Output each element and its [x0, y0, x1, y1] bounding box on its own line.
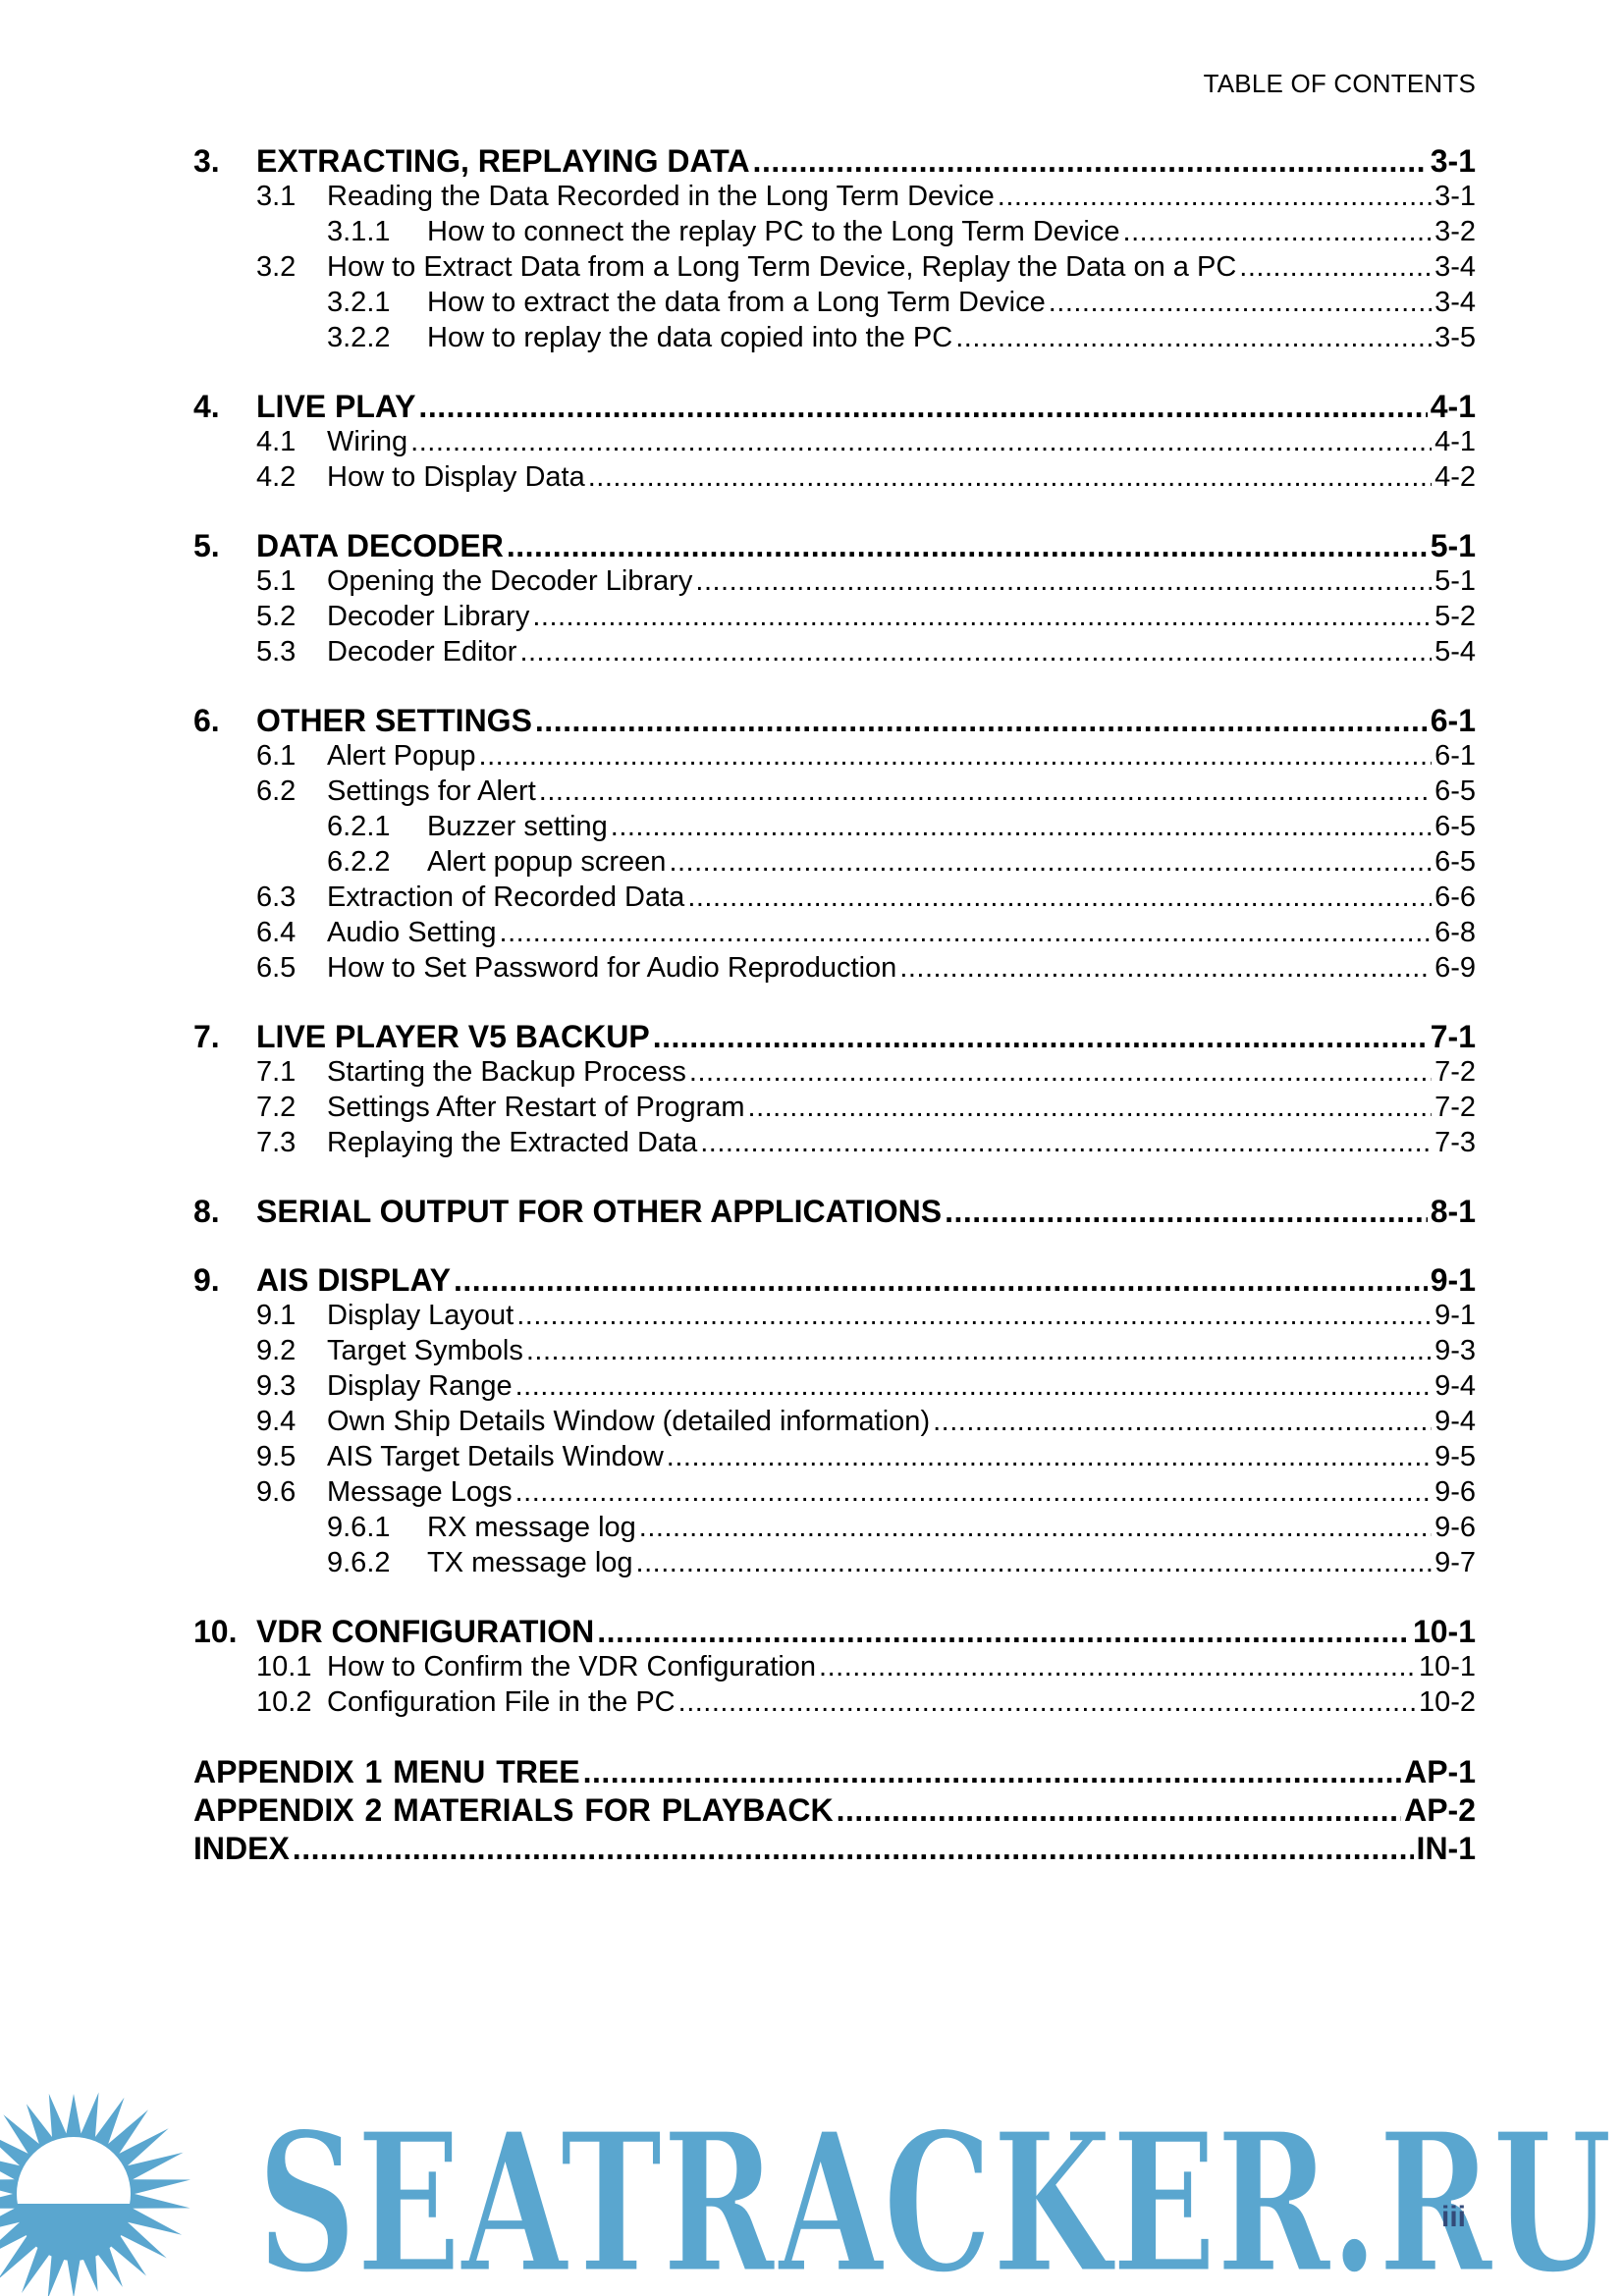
toc-entry-page: 9-1	[1434, 1300, 1476, 1331]
toc-entry-number: 6.	[193, 703, 220, 738]
toc-entry-page: 6-1	[1434, 740, 1476, 772]
dot-leader	[700, 1125, 1432, 1160]
toc-entry-number: 4.2	[256, 461, 297, 493]
toc-entry-title: AIS DISPLAY	[256, 1262, 451, 1298]
toc-subsection[interactable]	[193, 214, 1476, 249]
toc-section[interactable]	[193, 179, 1476, 214]
dot-leader	[293, 1830, 1414, 1868]
toc-section[interactable]	[193, 1125, 1476, 1160]
dot-leader	[1123, 214, 1433, 249]
dot-leader	[687, 880, 1432, 915]
toc-entry-page: 3-4	[1434, 287, 1476, 318]
toc-entry-number: 3.2.1	[327, 287, 391, 318]
dot-leader	[933, 1404, 1432, 1439]
toc-entry-number: 9.6	[256, 1476, 297, 1508]
toc-entry-number: 7.	[193, 1019, 220, 1054]
toc-entry-number: 3.2	[256, 251, 297, 283]
toc-entry-page: 3-5	[1434, 322, 1476, 353]
toc-entry-number: 9.4	[256, 1406, 297, 1437]
toc-entry-title: Configuration File in the PC	[327, 1686, 676, 1718]
dot-leader	[418, 389, 1427, 424]
toc-entry-title: Settings for Alert	[327, 775, 536, 807]
watermark-text: SEATRACKER.RU	[257, 2091, 1612, 2296]
toc-entry-number: 5.1	[256, 565, 297, 597]
toc-spacer	[193, 1580, 1476, 1614]
toc-spacer	[193, 495, 1476, 528]
dot-leader	[837, 1791, 1401, 1830]
dot-leader	[519, 634, 1432, 669]
toc-entry-page: 10-1	[1412, 1614, 1476, 1649]
toc-entry-number: 10.2	[256, 1686, 312, 1718]
toc-entry-title: Replaying the Extracted Data	[327, 1127, 698, 1158]
toc-chapter[interactable]	[193, 1614, 1476, 1649]
toc-subsection[interactable]	[193, 1510, 1476, 1545]
toc-entry-page: 5-1	[1430, 528, 1476, 563]
toc-entry-title: DATA DECODER	[256, 528, 504, 563]
toc-entry-number: 5.2	[256, 601, 297, 632]
toc-entry-page: 9-7	[1434, 1547, 1476, 1578]
dot-leader	[539, 774, 1432, 809]
toc-section[interactable]	[193, 459, 1476, 495]
toc-entry-number: 9.	[193, 1262, 220, 1298]
toc-entry-page: AP-2	[1404, 1792, 1476, 1828]
toc-subsection[interactable]	[193, 285, 1476, 320]
dot-leader	[753, 143, 1428, 179]
toc-entry-number: 10.	[193, 1614, 238, 1649]
toc-entry-page: 3-1	[1430, 143, 1476, 179]
dot-leader	[945, 1194, 1428, 1229]
toc-entry-title: How to connect the replay PC to the Long Term Device	[427, 216, 1120, 247]
dot-leader	[588, 459, 1432, 495]
toc-spacer	[193, 669, 1476, 703]
toc-entry-title: Opening the Decoder Library	[327, 565, 693, 597]
toc-entry-page: 4-1	[1434, 426, 1476, 457]
dot-leader	[516, 1298, 1432, 1333]
toc-entry-number: 7.1	[256, 1056, 297, 1088]
toc-section[interactable]	[193, 1404, 1476, 1439]
toc-entry-page: 5-1	[1434, 565, 1476, 597]
toc-subsection[interactable]	[193, 1545, 1476, 1580]
toc-entry-number: 9.6.2	[327, 1547, 391, 1578]
toc-section[interactable]	[193, 634, 1476, 669]
toc-entry-title: EXTRACTING, REPLAYING DATA	[256, 143, 750, 179]
toc-entry-page: 4-2	[1434, 461, 1476, 493]
sun-logo-icon	[0, 2093, 190, 2296]
toc-entry-number: 6.4	[256, 917, 297, 948]
dot-leader	[899, 950, 1432, 986]
dot-leader	[678, 1684, 1416, 1720]
toc-entry-page: 9-6	[1434, 1512, 1476, 1543]
toc-entry-page: 9-4	[1434, 1406, 1476, 1437]
toc-entry-title: Wiring	[327, 426, 408, 457]
toc-entry-title: How to Set Password for Audio Reproduction	[327, 952, 897, 984]
toc-entry-page: 6-8	[1434, 917, 1476, 948]
toc-entry-number: 6.3	[256, 881, 297, 913]
dot-leader	[410, 424, 1432, 459]
toc-entry-number: 6.2	[256, 775, 297, 807]
dot-leader	[653, 1019, 1428, 1054]
toc-entry-number: 3.	[193, 143, 220, 179]
toc-entry-page: IN-1	[1416, 1831, 1476, 1866]
toc-entry-page: 5-2	[1434, 601, 1476, 632]
toc-entry-number: 4.	[193, 389, 220, 424]
dot-leader	[507, 528, 1428, 563]
toc-section[interactable]	[193, 1054, 1476, 1090]
toc-entry-page: 6-9	[1434, 952, 1476, 984]
toc-entry-title: APPENDIX 1 MENU TREE	[193, 1754, 580, 1789]
dot-leader	[1239, 249, 1432, 285]
toc-spacer	[193, 986, 1476, 1019]
toc-entry-title: SERIAL OUTPUT FOR OTHER APPLICATIONS	[256, 1194, 943, 1229]
toc-appendix[interactable]	[193, 1830, 1476, 1868]
toc-entry-page: 6-5	[1434, 846, 1476, 878]
toc-entry-page: 10-2	[1418, 1686, 1476, 1718]
toc-entry-title: Reading the Data Recorded in the Long Term Device	[327, 181, 995, 212]
toc-entry-title: Target Symbols	[327, 1335, 523, 1366]
toc-section[interactable]	[193, 1439, 1476, 1474]
table-of-contents	[193, 143, 1476, 1868]
dot-leader	[669, 844, 1432, 880]
toc-spacer	[193, 1720, 1476, 1753]
toc-entry-page: 6-1	[1430, 703, 1476, 738]
toc-spacer	[193, 355, 1476, 389]
toc-spacer	[193, 1229, 1476, 1262]
seatracker-watermark	[0, 2056, 1623, 2296]
dot-leader	[636, 1545, 1433, 1580]
toc-entry-page: 7-2	[1434, 1092, 1476, 1123]
toc-section[interactable]	[193, 1333, 1476, 1368]
toc-entry-title: Buzzer setting	[427, 811, 608, 842]
toc-entry-title: INDEX	[193, 1831, 290, 1866]
toc-entry-title: Audio Setting	[327, 917, 497, 948]
toc-entry-number: 9.1	[256, 1300, 297, 1331]
dot-leader	[454, 1262, 1428, 1298]
toc-chapter[interactable]	[193, 389, 1476, 424]
toc-entry-page: 4-1	[1430, 389, 1476, 424]
toc-chapter[interactable]	[193, 1019, 1476, 1054]
toc-entry-title: How to replay the data copied into the PC	[427, 322, 953, 353]
toc-entry-title: APPENDIX 2 MATERIALS FOR PLAYBACK	[193, 1792, 834, 1828]
toc-entry-title: How to Confirm the VDR Configuration	[327, 1651, 817, 1682]
toc-entry-page: 3-4	[1434, 251, 1476, 283]
toc-entry-title: How to extract the data from a Long Term Device	[427, 287, 1046, 318]
dot-leader	[532, 599, 1432, 634]
toc-entry-title: AIS Target Details Window	[327, 1441, 664, 1472]
toc-entry-title: How to Extract Data from a Long Term Device, Replay the Data on a PC	[327, 251, 1237, 283]
toc-section[interactable]	[193, 1298, 1476, 1333]
toc-entry-page: 7-2	[1434, 1056, 1476, 1088]
toc-subsection[interactable]	[193, 320, 1476, 355]
toc-entry-title: Display Range	[327, 1370, 513, 1402]
toc-section[interactable]	[193, 249, 1476, 285]
toc-section[interactable]	[193, 1474, 1476, 1510]
toc-subsection[interactable]	[193, 844, 1476, 880]
toc-entry-number: 3.2.2	[327, 322, 391, 353]
toc-entry-number: 4.1	[256, 426, 297, 457]
toc-section[interactable]	[193, 563, 1476, 599]
toc-section[interactable]	[193, 424, 1476, 459]
toc-appendix[interactable]	[193, 1753, 1476, 1791]
toc-entry-title: How to Display Data	[327, 461, 585, 493]
dot-leader	[583, 1753, 1401, 1791]
dot-leader	[695, 563, 1432, 599]
toc-entry-page: 5-4	[1434, 636, 1476, 667]
toc-entry-title: Settings After Restart of Program	[327, 1092, 745, 1123]
toc-entry-title: LIVE PLAYER V5 BACKUP	[256, 1019, 650, 1054]
toc-chapter[interactable]	[193, 703, 1476, 738]
toc-entry-page: 8-1	[1430, 1194, 1476, 1229]
toc-entry-number: 9.3	[256, 1370, 297, 1402]
toc-section[interactable]	[193, 1649, 1476, 1684]
toc-section[interactable]	[193, 1684, 1476, 1720]
dot-leader	[515, 1368, 1432, 1404]
dot-leader	[955, 320, 1432, 355]
running-head: TABLE OF CONTENTS	[1203, 69, 1476, 98]
dot-leader	[535, 703, 1428, 738]
toc-entry-number: 6.1	[256, 740, 297, 772]
toc-entry-number: 10.1	[256, 1651, 312, 1682]
toc-spacer	[193, 1160, 1476, 1194]
toc-entry-page: AP-1	[1404, 1754, 1476, 1789]
toc-entry-number: 7.3	[256, 1127, 297, 1158]
dot-leader	[500, 915, 1433, 950]
toc-entry-number: 3.1.1	[327, 216, 391, 247]
toc-chapter[interactable]	[193, 143, 1476, 179]
toc-entry-number: 6.2.2	[327, 846, 391, 878]
toc-entry-number: 9.5	[256, 1441, 297, 1472]
toc-section[interactable]	[193, 599, 1476, 634]
toc-entry-title: RX message log	[427, 1512, 636, 1543]
dot-leader	[998, 179, 1432, 214]
toc-entry-title: Starting the Backup Process	[327, 1056, 686, 1088]
toc-entry-number: 8.	[193, 1194, 220, 1229]
dot-leader	[748, 1090, 1433, 1125]
toc-entry-page: 6-6	[1434, 881, 1476, 913]
toc-entry-page: 9-4	[1434, 1370, 1476, 1402]
toc-entry-page: 3-1	[1434, 181, 1476, 212]
dot-leader	[611, 809, 1432, 844]
toc-entry-page: 9-1	[1430, 1262, 1476, 1298]
toc-entry-title: Decoder Editor	[327, 636, 517, 667]
toc-entry-page: 7-1	[1430, 1019, 1476, 1054]
toc-section[interactable]	[193, 1368, 1476, 1404]
dot-leader	[479, 738, 1433, 774]
dot-leader	[689, 1054, 1432, 1090]
toc-subsection[interactable]	[193, 809, 1476, 844]
dot-leader	[819, 1649, 1416, 1684]
toc-section[interactable]	[193, 880, 1476, 915]
toc-entry-number: 9.2	[256, 1335, 297, 1366]
dot-leader	[526, 1333, 1432, 1368]
toc-section[interactable]	[193, 950, 1476, 986]
toc-entry-title: Alert popup screen	[427, 846, 667, 878]
toc-entry-title: Alert Popup	[327, 740, 476, 772]
toc-entry-page: 6-5	[1434, 811, 1476, 842]
dot-leader	[597, 1614, 1410, 1649]
toc-appendix[interactable]	[193, 1791, 1476, 1830]
toc-entry-page: 10-1	[1418, 1651, 1476, 1682]
dot-leader	[515, 1474, 1432, 1510]
toc-entry-title: Own Ship Details Window (detailed information)	[327, 1406, 931, 1437]
toc-entry-title: Decoder Library	[327, 601, 530, 632]
toc-entry-number: 5.3	[256, 636, 297, 667]
toc-entry-page: 7-3	[1434, 1127, 1476, 1158]
toc-entry-page: 3-2	[1434, 216, 1476, 247]
dot-leader	[1049, 285, 1432, 320]
toc-section[interactable]	[193, 738, 1476, 774]
toc-entry-page: 9-3	[1434, 1335, 1476, 1366]
dot-leader	[639, 1510, 1432, 1545]
dot-leader	[667, 1439, 1432, 1474]
toc-section[interactable]	[193, 1090, 1476, 1125]
toc-entry-title: Message Logs	[327, 1476, 513, 1508]
toc-entry-title: Extraction of Recorded Data	[327, 881, 685, 913]
toc-entry-title: LIVE PLAY	[256, 389, 416, 424]
toc-entry-number: 7.2	[256, 1092, 297, 1123]
toc-chapter[interactable]	[193, 528, 1476, 563]
page-number: iii	[1441, 2201, 1467, 2233]
toc-entry-page: 9-5	[1434, 1441, 1476, 1472]
toc-entry-title: Display Layout	[327, 1300, 514, 1331]
toc-entry-title: OTHER SETTINGS	[256, 703, 532, 738]
toc-entry-title: VDR CONFIGURATION	[256, 1614, 595, 1649]
toc-section[interactable]	[193, 915, 1476, 950]
toc-entry-number: 9.6.1	[327, 1512, 391, 1543]
toc-entry-number: 6.2.1	[327, 811, 391, 842]
toc-section[interactable]	[193, 774, 1476, 809]
toc-entry-number: 6.5	[256, 952, 297, 984]
toc-entry-number: 5.	[193, 528, 220, 563]
toc-chapter[interactable]	[193, 1262, 1476, 1298]
toc-chapter[interactable]	[193, 1194, 1476, 1229]
toc-entry-page: 6-5	[1434, 775, 1476, 807]
toc-entry-page: 9-6	[1434, 1476, 1476, 1508]
toc-entry-number: 3.1	[256, 181, 297, 212]
toc-entry-title: TX message log	[427, 1547, 633, 1578]
